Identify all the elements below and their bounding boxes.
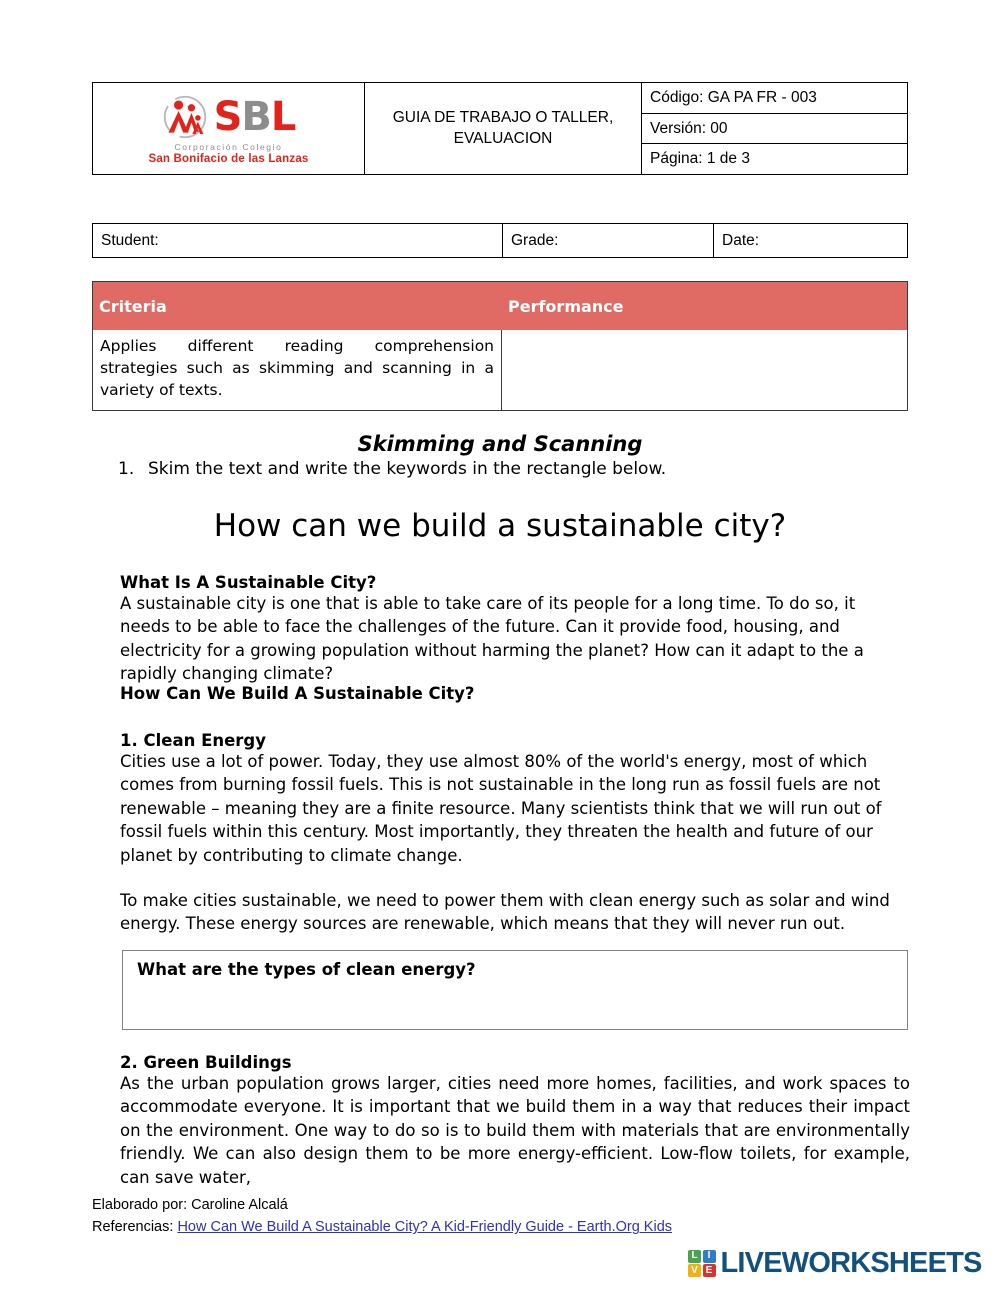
grade-field[interactable]: Grade: <box>503 224 714 257</box>
criteria-table-header-row <box>93 282 907 330</box>
paragraph-clean-energy-sources: To make cities sustainable, we need to power them with clean energy such as solar and wind energy. These energy sources are renewable, which means that they will never run out. <box>120 891 890 934</box>
logo-letter-s: S <box>213 93 242 140</box>
liveworksheets-logo-tiles <box>688 1250 716 1278</box>
paragraph-what-is-a-sustainable-city: A sustainable city is one that is able to take care of its people for a long time. To do so, it needs to be able to face the challenges of the future. Can it provide food, housing, and electricity for a growing population without harming the planet? How can it adapt to the a rapidly changing climate? <box>120 594 864 684</box>
section-clean-energy-continued <box>120 889 910 936</box>
student-name-field[interactable]: Student: <box>93 224 503 257</box>
logo-wordmark <box>213 93 296 140</box>
footer-references-label: Referencias: <box>92 1219 174 1236</box>
logo-letter-l: L <box>270 93 296 140</box>
student-info-table <box>92 223 908 258</box>
instruction-text: Skim the text and write the keywords in the rectangle below. <box>148 459 667 479</box>
paragraph-green-buildings: As the urban population grows larger, cities need more homes, facilities, and work spaces to accommodate everyone. It is important that we build them in a way that reduces their impact on the environment. One way to do so is to build them with materials that are environmentally friendly. We can also design them to be more energy-efficient. Low-flow toilets, for example, can save water, <box>120 1074 910 1187</box>
column-header-criteria: Criteria <box>93 282 502 330</box>
heading-what-is-a-sustainable-city: What Is A Sustainable City? <box>120 573 377 592</box>
criteria-performance-table <box>92 281 908 411</box>
section-title-skimming-scanning: Skimming and Scanning <box>357 432 643 456</box>
footer-references <box>92 1216 672 1238</box>
heading-how-can-we-build-a-sustainable-city: How Can We Build A Sustainable City? <box>120 684 475 703</box>
answer-box-clean-energy[interactable] <box>122 950 908 1030</box>
section-green-buildings <box>120 1053 910 1189</box>
document-title: GUIA DE TRABAJO O TALLER, EVALUACION <box>365 83 642 174</box>
footer-author: Elaborado por: Caroline Alcalá <box>92 1197 288 1213</box>
footer <box>92 1194 672 1239</box>
logo-tile-l: L <box>688 1250 701 1263</box>
page-title: How can we build a sustainable city? <box>213 508 787 544</box>
date-field[interactable]: Date: <box>722 231 760 249</box>
answer-box-question: What are the types of clean energy? <box>137 960 476 979</box>
section-how-can-we-build <box>120 684 910 703</box>
header-meta-codigo: Código: GA PA FR - 003 <box>642 83 907 114</box>
heading-green-buildings: 2. Green Buildings <box>120 1053 292 1072</box>
document-header-table <box>92 82 908 175</box>
performance-cell-input[interactable] <box>502 330 907 410</box>
instruction-item-1 <box>118 459 908 479</box>
reference-link[interactable]: How Can We Build A Sustainable City? A Kid-Friendly Guide - Earth.Org Kids <box>177 1219 673 1236</box>
logo-subtitle-corporacion: Corporación Colegio <box>174 141 283 152</box>
section-what-is-sustainable-city <box>120 573 910 686</box>
logo-tile-v: V <box>688 1264 701 1277</box>
header-meta-version: Versión: 00 <box>642 114 907 145</box>
section-clean-energy <box>120 731 910 867</box>
school-emblem-icon <box>162 94 208 140</box>
logo-subtitle-name: San Bonifacio de las Lanzas <box>148 152 309 165</box>
column-header-performance: Performance <box>508 296 624 316</box>
paragraph-clean-energy: Cities use a lot of power. Today, they use almost 80% of the world's energy, most of which comes from burning fossil fuels. This is not sustainable in the long run as fossil fuels are not renewable – meaning they are a finite resource. Many scientists think that we will run out of fossil fuels within this century. Most importantly, they threaten the health and future of our planet by contributing to climate change. <box>120 752 882 865</box>
table-row <box>93 330 907 410</box>
instruction-number: 1. <box>118 459 135 479</box>
criteria-cell-text: Applies different reading comprehension strategies such as skimming and scanning in a variety of texts. <box>93 330 502 410</box>
header-logo-cell <box>93 83 365 174</box>
logo-tile-e: E <box>703 1264 716 1277</box>
liveworksheets-logo <box>688 1249 982 1278</box>
liveworksheets-wordmark: LIVEWORKSHEETS <box>720 1247 982 1279</box>
school-logo <box>134 93 324 165</box>
logo-tile-i: I <box>703 1250 716 1263</box>
header-meta-pagina: Página: 1 de 3 <box>650 150 750 168</box>
logo-letter-b: B <box>241 93 271 140</box>
header-meta-cell <box>642 83 907 174</box>
heading-clean-energy: 1. Clean Energy <box>120 731 266 750</box>
